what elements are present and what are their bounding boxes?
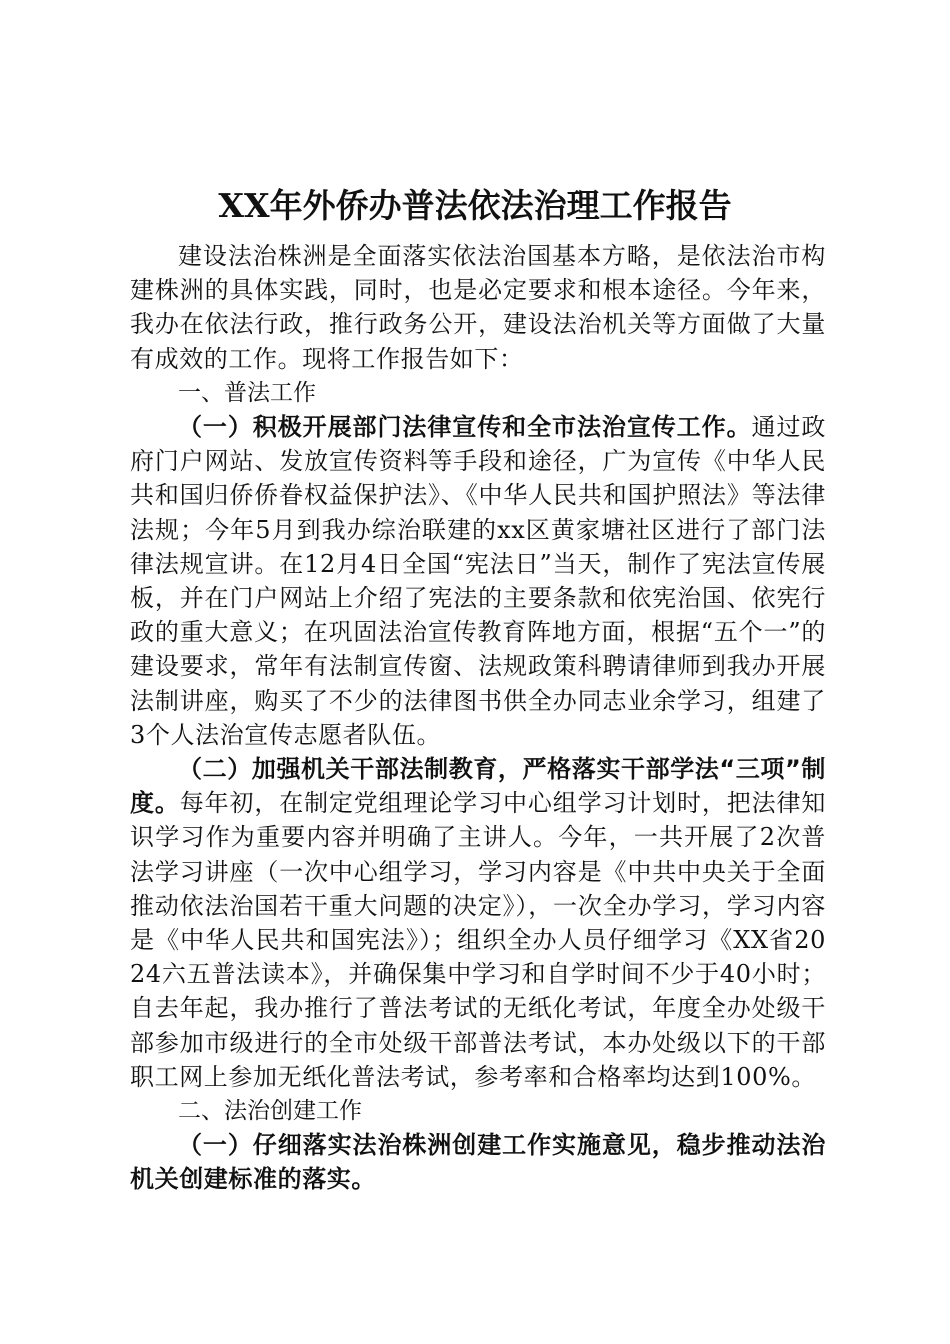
section1-item2-lead: （二）加强机关干部法制教育，严格落实干部学法“三项”制度。: [130, 755, 826, 818]
document-title: XX年外侨办普法依法治理工作报告: [218, 186, 732, 225]
section2-item1-lead: （一）仔细落实法治株洲创建工作实施意见，稳步推动法治机关创建标准的落实。: [130, 1131, 826, 1194]
section2-item1-paragraph: [130, 1128, 826, 1196]
section1-item1-paragraph: [130, 410, 826, 752]
section1-item1-lead: （一）积极开展部门法律宣传和全市法治宣传工作。: [178, 413, 752, 442]
document-body: [130, 239, 826, 1197]
section1-item1-body: 通过政府门户网站、发放宣传资料等手段和途径，广为宣传《中华人民共和国归侨侨眷权益保护法》、《中华人民共和国护照法》等法律法规；今年5月到我办综治联建的xx区黄家塘社区进行了部门法律法规宣讲。在12月4日全国“宪法日”当天，制作了宪法宣传展板，并在门户网站上介绍了宪法的主要条款和依宪治国、依宪行政的重大意义；在巩固法治宣传教育阵地方面，根据“五个一”的建设要求，常年有法制宣传窗、法规政策科聘请律师到我办开展法制讲座，购买了不少的法律图书供全办同志业余学习，组建了3个人法治宣传志愿者队伍。: [130, 413, 826, 749]
intro-paragraph: 建设法治株洲是全面落实依法治国基本方略，是依法治市构建株洲的具体实践，同时，也是必定要求和根本途径。今年来，我办在依法行政，推行政务公开，建设法治机关等方面做了大量有成效的工作。现将工作报告如下：: [130, 242, 826, 373]
section-heading-2: 二、法治创建工作: [178, 1098, 362, 1125]
section1-item2-paragraph: [130, 752, 826, 1094]
section1-item2-body: 每年初，在制定党组理论学习中心组学习计划时，把法律知识学习作为重要内容并明确了主讲人。今年，一共开展了2次普法学习讲座（一次中心组学习，学习内容是《中共中央关于全面推动依法治国若干重大问题的决定》），一次全办学习，学习内容是《中华人民共和国宪法》）；组织全办人员仔细学习《XX省2024六五普法读本》，并确保集中学习和自学时间不少于40小时；自去年起，我办推行了普法考试的无纸化考试，年度全办处级干部参加市级进行的全市处级干部普法考试，本办处级以下的干部职工网上参加无纸化普法考试，参考率和合格率均达到100%。: [130, 789, 826, 1091]
section-heading-1: 一、普法工作: [178, 379, 316, 406]
